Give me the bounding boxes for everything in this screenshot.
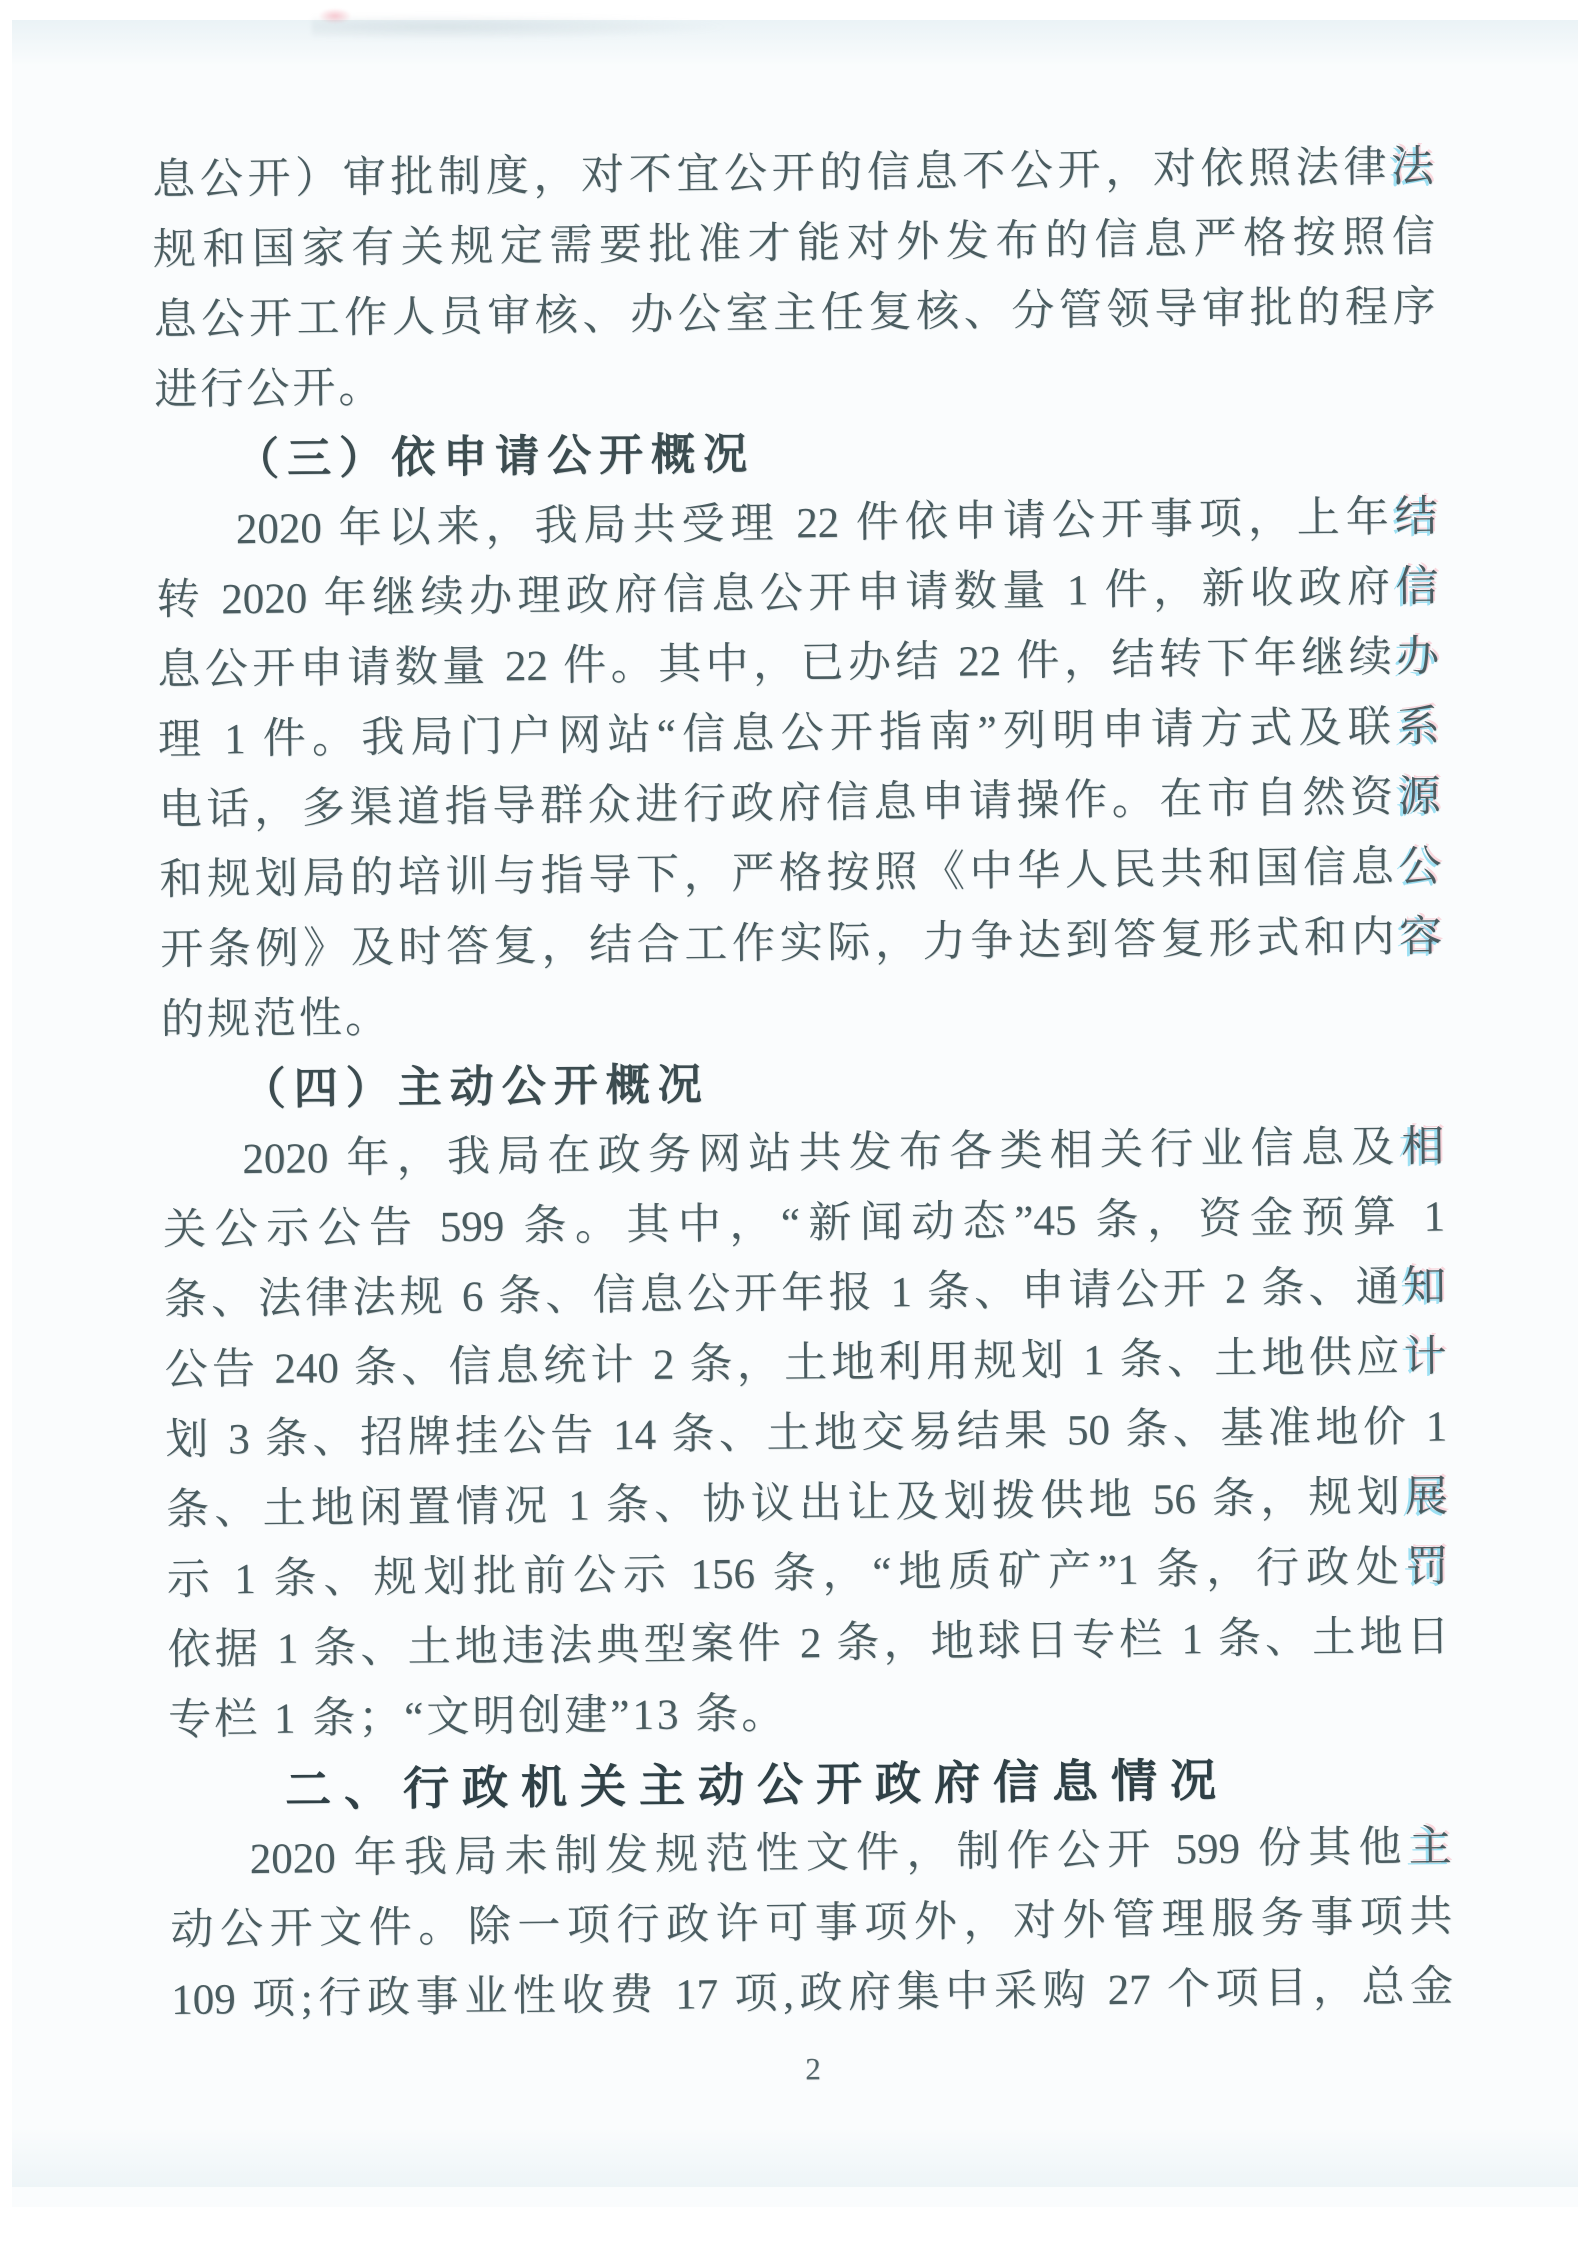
chromatic-fringe-char: 公 <box>1398 843 1442 892</box>
scan-red-mark <box>318 8 352 24</box>
text-line: 理 1 件。我局门户网站“信息公开指南”列明申请方式及联系 <box>157 703 1441 765</box>
text-line: 2020 年，我局在政务网站共发布各类相关行业信息及相 <box>242 1123 1445 1184</box>
chromatic-fringe-char: 法 <box>1390 143 1435 192</box>
scan-streak <box>12 20 1578 66</box>
chromatic-fringe-char: 知 <box>1402 1263 1447 1312</box>
text-line: 的规范性。 <box>160 994 392 1045</box>
text-line: 公告 240 条、信息统计 2 条，土地利用规划 1 条、土地供应计 <box>164 1333 1447 1394</box>
scanned-page <box>12 20 1578 2207</box>
scan-smudge <box>312 14 732 40</box>
chromatic-fringe-char: 源 <box>1397 773 1441 822</box>
text-line: 2020 年我局未制发规范性文件，制作公开 599 份其他主 <box>249 1823 1452 1884</box>
chromatic-fringe-char: 系 <box>1396 703 1441 752</box>
text-line: 开条例》及时答复，结合工作实际，力争达到答复形式和内容 <box>159 913 1443 975</box>
text-line: 依据 1 条、土地违法典型案件 2 条，地球日专栏 1 条、土地日 <box>167 1613 1450 1674</box>
text-line: 和规划局的培训与指导下，严格按照《中华人民共和国信息公 <box>159 843 1442 905</box>
text-line: 规和国家有关规定需要批准才能对外发布的信息严格按照信 <box>152 213 1436 275</box>
text-line: 动公开文件。除一项行政许可事项外，对外管理服务事项共 <box>170 1893 1453 1954</box>
text-line: 2020 年以来，我局共受理 22 件依申请公开事项，上年结 <box>235 493 1439 554</box>
text-line: 划 3 条、招牌挂公告 14 条、土地交易结果 50 条、基准地价 1 <box>165 1403 1448 1464</box>
chromatic-fringe-char: 展 <box>1404 1473 1449 1522</box>
text-line: 条、土地闲置情况 1 条、协议出让及划拨供地 56 条，规划展 <box>165 1473 1449 1534</box>
subsection-heading: （三）依申请公开概况 <box>234 429 756 485</box>
text-line: 息公开）审批制度，对不宜公开的信息不公开，对依照法律法 <box>151 143 1435 205</box>
text-line: 关公示公告 599 条。其中，“新闻动态”45 条，资金预算 1 <box>162 1193 1446 1254</box>
text-line: 息公开工作人员审核、办公室主任复核、分管领导审批的程序 <box>153 283 1436 345</box>
chromatic-fringe-char: 罚 <box>1405 1543 1449 1591</box>
text-line: 专栏 1 条；“文明创建”13 条。 <box>168 1690 788 1744</box>
text-line: 条、法律法规 6 条、信息公开年报 1 条、申请公开 2 条、通知 <box>163 1263 1447 1324</box>
chromatic-fringe-char: 结 <box>1394 493 1439 542</box>
page-number: 2 <box>805 2051 821 2087</box>
scan-streak <box>12 2127 1578 2187</box>
text-line: 示 1 条、规划批前公示 156 条，“地质矿产”1 条，行政处罚 <box>166 1543 1449 1604</box>
text-line: 电话，多渠道指导群众进行政府信息申请操作。在市自然资源 <box>158 773 1441 835</box>
chromatic-fringe-char: 主 <box>1408 1823 1452 1871</box>
text-line: 109 项;行政事业性收费 17 项,政府集中采购 27 个项目，总金 <box>170 1963 1454 2024</box>
chromatic-fringe-char: 容 <box>1398 913 1443 962</box>
chromatic-fringe-char: 信 <box>1395 563 1439 612</box>
text-line: 息公开申请数量 22 件。其中，已办结 22 件，结转下年继续办 <box>157 633 1440 695</box>
subsection-heading: （四）主动公开概况 <box>241 1060 710 1115</box>
chromatic-fringe-char: 计 <box>1403 1333 1447 1382</box>
chromatic-fringe-char: 相 <box>1401 1123 1445 1172</box>
text-line: 转 2020 年继续办理政府信息公开申请数量 1 件，新收政府信 <box>156 563 1439 625</box>
section-heading: 二、行政机关主动公开政府信息情况 <box>284 1753 1230 1816</box>
text-block <box>152 133 1454 2094</box>
text-line: 进行公开。 <box>154 364 385 415</box>
chromatic-fringe-char: 办 <box>1395 633 1440 682</box>
